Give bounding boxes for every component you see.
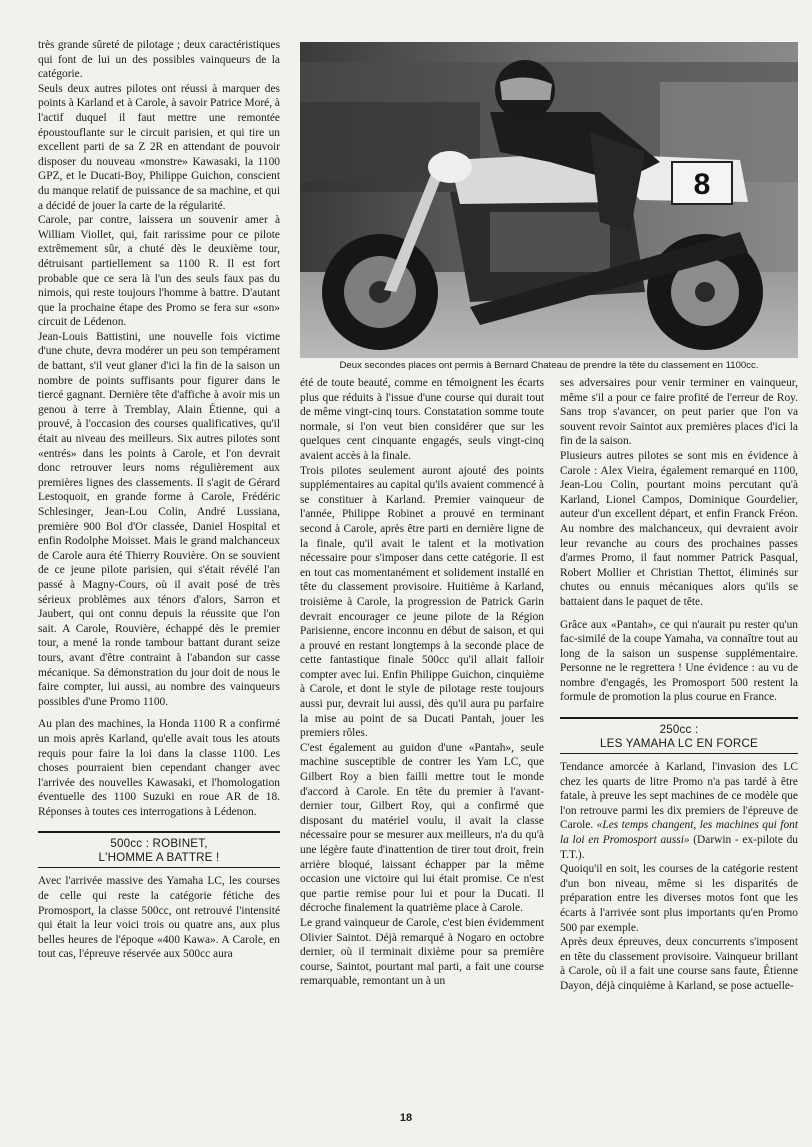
motorcycle-racer-photo bbox=[300, 42, 798, 358]
paragraph-text: (Darwin - ex-pilote du T.T.). bbox=[560, 834, 798, 861]
paragraph: Trois pilotes seulement auront ajouté des points supplémentaires au capital qu'ils avaient commencé à se constituer à Karland. Premier vainqueur de l'année, Philippe Robinet a prouvé en terminant second à Carole, après être parti en dernière ligne de la finale, qu'il avait le talent et la motivation nécessaire pour s'imposer dans cette catégorie. Il est en tout cas momentanément et solidement installé en tête du classement provisoire. Huitième à Karland, troisième à Carole, la progression de Patrick Garin devrait encourager ce jeune pilote de la Région Parisienne, encore inconnu en début de saison, et qui a prouvé en restant longtemps à la seconde place de cette fantastique finale 500cc qu'il allait falloir compter avec lui. Enfin Philippe Guichon, cinquième à Carole, et dont le style de pilotage reste toujours aussi pur, devrait lui aussi, dès qu'il aura pu parfaire la mise au point de sa Ducati Pantah, jouer les premiers rôles. bbox=[300, 464, 544, 740]
paragraph: Après deux épreuves, deux concurrents s'imposent en tête du classement provisoire. Vainqueur brillant à Carole, où il a fait une course sans faute, Étienne Dayon, déjà cinquième à Karland, se pose actuelle- bbox=[560, 936, 798, 992]
text-column-1 bbox=[38, 38, 280, 962]
paragraph: Seuls deux autres pilotes ont réussi à marquer des points à Karland et à Carole, à savoir Patrice Moré, à l'actif duquel il faut mettre une remontée époustouflante sur le circuit parisien, et qui tire un excellent parti de sa Z 2R en attendant de pouvoir disposer du nouveau «monstre» Kawasaki, la 1100 GPZ, et le Ducati-Boy, Philippe Guichon, conscient du manque relatif de puissance de sa machine, et qui a décidé de jouer la carte de la régularité. bbox=[38, 82, 280, 212]
paragraph: ses adversaires pour venir terminer en vainqueur, même s'il a pour ce faire profité de l'erreur de Roy. Sans trop s'avancer, on peut parier que l'on va souvent revoir Saintot aux premières places d'ici la fin de la saison. bbox=[560, 377, 798, 448]
race-number: 8 bbox=[693, 168, 711, 201]
text-column-2 bbox=[300, 376, 544, 989]
page-number: 18 bbox=[399, 1112, 413, 1124]
paragraph: Grâce aux «Pantah», ce qui n'aurait pu rester qu'un fac-similé de la coupe Yamaha, va connaître tout au long de la saison un suspense supplémentaire. Personne ne le regrettera ! Une évidence : au vu de nombre d'engagés, les Promosport 500 restent la formule de promotion la plus courue en France. bbox=[560, 618, 798, 704]
section-heading-250cc bbox=[560, 723, 798, 751]
section-heading-line: L'HOMME A BATTRE ! bbox=[98, 851, 220, 865]
paragraph: C'est également au guidon d'une «Pantah», seule machine susceptible de contrer les Yam LC, que Gilbert Roy a bien failli mettre tout le monde d'accord à Carole. En tête du premier à l'avant-dernier tour, Gilbert Roy, qui a confirmé que disposant du matériel voulu, il avait la classe nécessaire pour se mesurer aux meilleurs, n'a du qu'à une légère faute d'inattention de tirer tout droit, frein arrière bloqué, laissant échapper par la même occasion une victoire qui lui était promise. Ce n'est que partie remise pour lui et pour la Ducati. Il décroche finalement la quatrième place à Carole. bbox=[300, 741, 544, 915]
quote: «Les temps changent, les machines qui font la loi en Promosport aussi» bbox=[560, 819, 799, 847]
motorcycle-photo-illustration bbox=[300, 42, 798, 358]
paragraph: Jean-Louis Battistini, une nouvelle fois victime d'une chute, devra modérer un peu son tempérament de battant, s'il veut glaner d'ici la fin de la saison un nombre de points suffisants pour figurer dans le tiercé gagnant. Dernière tête d'affiche à avoir mis un genou à terre à Tremblay, Alain Étienne, qui a prouvé, à l'occasion des courses qualificatives, qu'il était au niveau des meilleurs. Six autres pilotes sont «entrés» dans les points à Carole, et l'on devrait donc retrouver leurs noms régulièrement aux premières lignes des classements. Il s'agit de Gérard Lestoquoit, en grande forme à Carole, Frédéric Schlesinger, Jean-Lou Colin, André Lussiana, première 900 Bol d'Or classée, Daniel Hospital et enfin Rodolphe Moisset. Mais le grand malchanceux de Carole aura été Thierry Rouvière. On se souvient de ce jeune pilote parisien, qui s'était révélé l'an passé à Magny-Cours, où il avait posé de très sérieux problèmes aux ténors d'alors, Sarron et Jaubert, qui ont connu depuis la réussite que l'on sait. A Carole, Rouvière, échappé dès le premier tour, a mené la ronde tambour battant durant seize tours, avant d'être contraint à l'abandon sur casse mécanique. Sa démonstration du jour doit de nous le faire compter, lui aussi, au nombre des vainqueurs possibles d'une Promo 1100. bbox=[38, 330, 280, 708]
photo-caption: Deux secondes places ont permis à Bernard Chateau de prendre la tête du classement en 1100cc. bbox=[339, 360, 759, 371]
paragraph bbox=[560, 760, 798, 862]
paragraph: Carole, par contre, laissera un souvenir amer à William Viollet, qui, fait rarissime pour ce pilote extrêmement sûr, a chuté dès le deuxième tour, détruisant partiellement sa 1100 R. Il est fort probable que ce sera là l'un des seuls faux pas du nimois, qui reste toujours l'homme à battre. D'autant que la prochaine étape des Promo se fera sur «son» circuit de Lédenon. bbox=[38, 214, 280, 329]
paragraph: Le grand vainqueur de Carole, c'est bien évidemment Olivier Saintot. Déjà remarqué à Nogaro en octobre dernier, où il terminait dixième pour sa première course, Saintot, pourtant mal parti, a fait une course remarquable, remontant un à un bbox=[300, 916, 544, 988]
text-column-3 bbox=[560, 376, 798, 994]
paragraph: Avec l'arrivée massive des Yamaha LC, les courses de celle qui reste la catégorie fétiche des Promosport, la classe 500cc, ont retrouvé l'intensité qui était la leur voici trois ou quatre ans, aux plus belles heures de l'époque «400 Kawa». A Carole, en tout cas, l'épreuve réservée aux 500cc aura bbox=[38, 875, 280, 961]
section-heading-line: 250cc : bbox=[659, 723, 699, 737]
paragraph: été de toute beauté, comme en témoignent les écarts plus que réduits à l'issue d'une course qui durait tout de même vingt-cinq tours. Constatation somme toute normale, si l'on veut bien considérer que sur les quelques cent cinquante engagés, seuls vingt-cinq avaient accès à la finale. bbox=[300, 377, 544, 462]
paragraph: très grande sûreté de pilotage ; deux caractéristiques qui font de lui un des possibles vainqueurs de la catégorie. bbox=[38, 39, 280, 81]
paragraph: Plusieurs autres pilotes se sont mis en évidence à Carole : Alex Vieira, également remarqué en 1100, Jean-Lou Colin, pourtant moins percutant qu'à Karland, Lionel Campos, Dominique Gourdelier, auteur d'un excellent départ, et enfin Franck Fréon. Au nombre des malchanceux, qui devraient avoir leur revanche au cours des prochaines passes d'armes Promo, il faut nommer Patrick Pasqual, Robert Mollier et Christian Thettot, éliminés sur chutes ou ennuis mécaniques alors qu'ils se battaient dans le paquet de tête. bbox=[560, 449, 798, 608]
paragraph: Au plan des machines, la Honda 1100 R a confirmé un mois après Karland, qu'elle avait tous les atouts requis pour faire la loi dans la classe 1100. Les choses pourraient bien cependant changer avec l'arrivée des nouvelles Kawasaki, et l'homologation éventuelle des 1100 Suzuki en roue AR de 18. Réponses à toutes ces interrogations à Lédenon. bbox=[38, 718, 280, 818]
section-rule bbox=[560, 717, 798, 719]
section-rule bbox=[560, 753, 798, 754]
section-heading-500cc bbox=[38, 837, 280, 865]
paragraph-text: Tendance amorcée à Karland, l'invasion des LC chez les quarts de litre Promo n'a pas tardé à être fatale, à preuve les sept machines de ce modèle que l'on retrouve parmi les dix premiers de l'épreuve de Carole. bbox=[560, 761, 798, 832]
section-rule bbox=[38, 867, 280, 868]
section-rule bbox=[38, 831, 280, 833]
paragraph: Quoiqu'il en soit, les courses de la catégorie restent d'un bon niveau, même si les disparités de préparation entre les diverses motos font que les écarts à l'arrivée sont plus importants qu'en Promo 500 par exemple. bbox=[560, 863, 798, 934]
section-heading-line: LES YAMAHA LC EN FORCE bbox=[600, 737, 758, 751]
section-heading-line: 500cc : ROBINET, bbox=[110, 837, 208, 851]
